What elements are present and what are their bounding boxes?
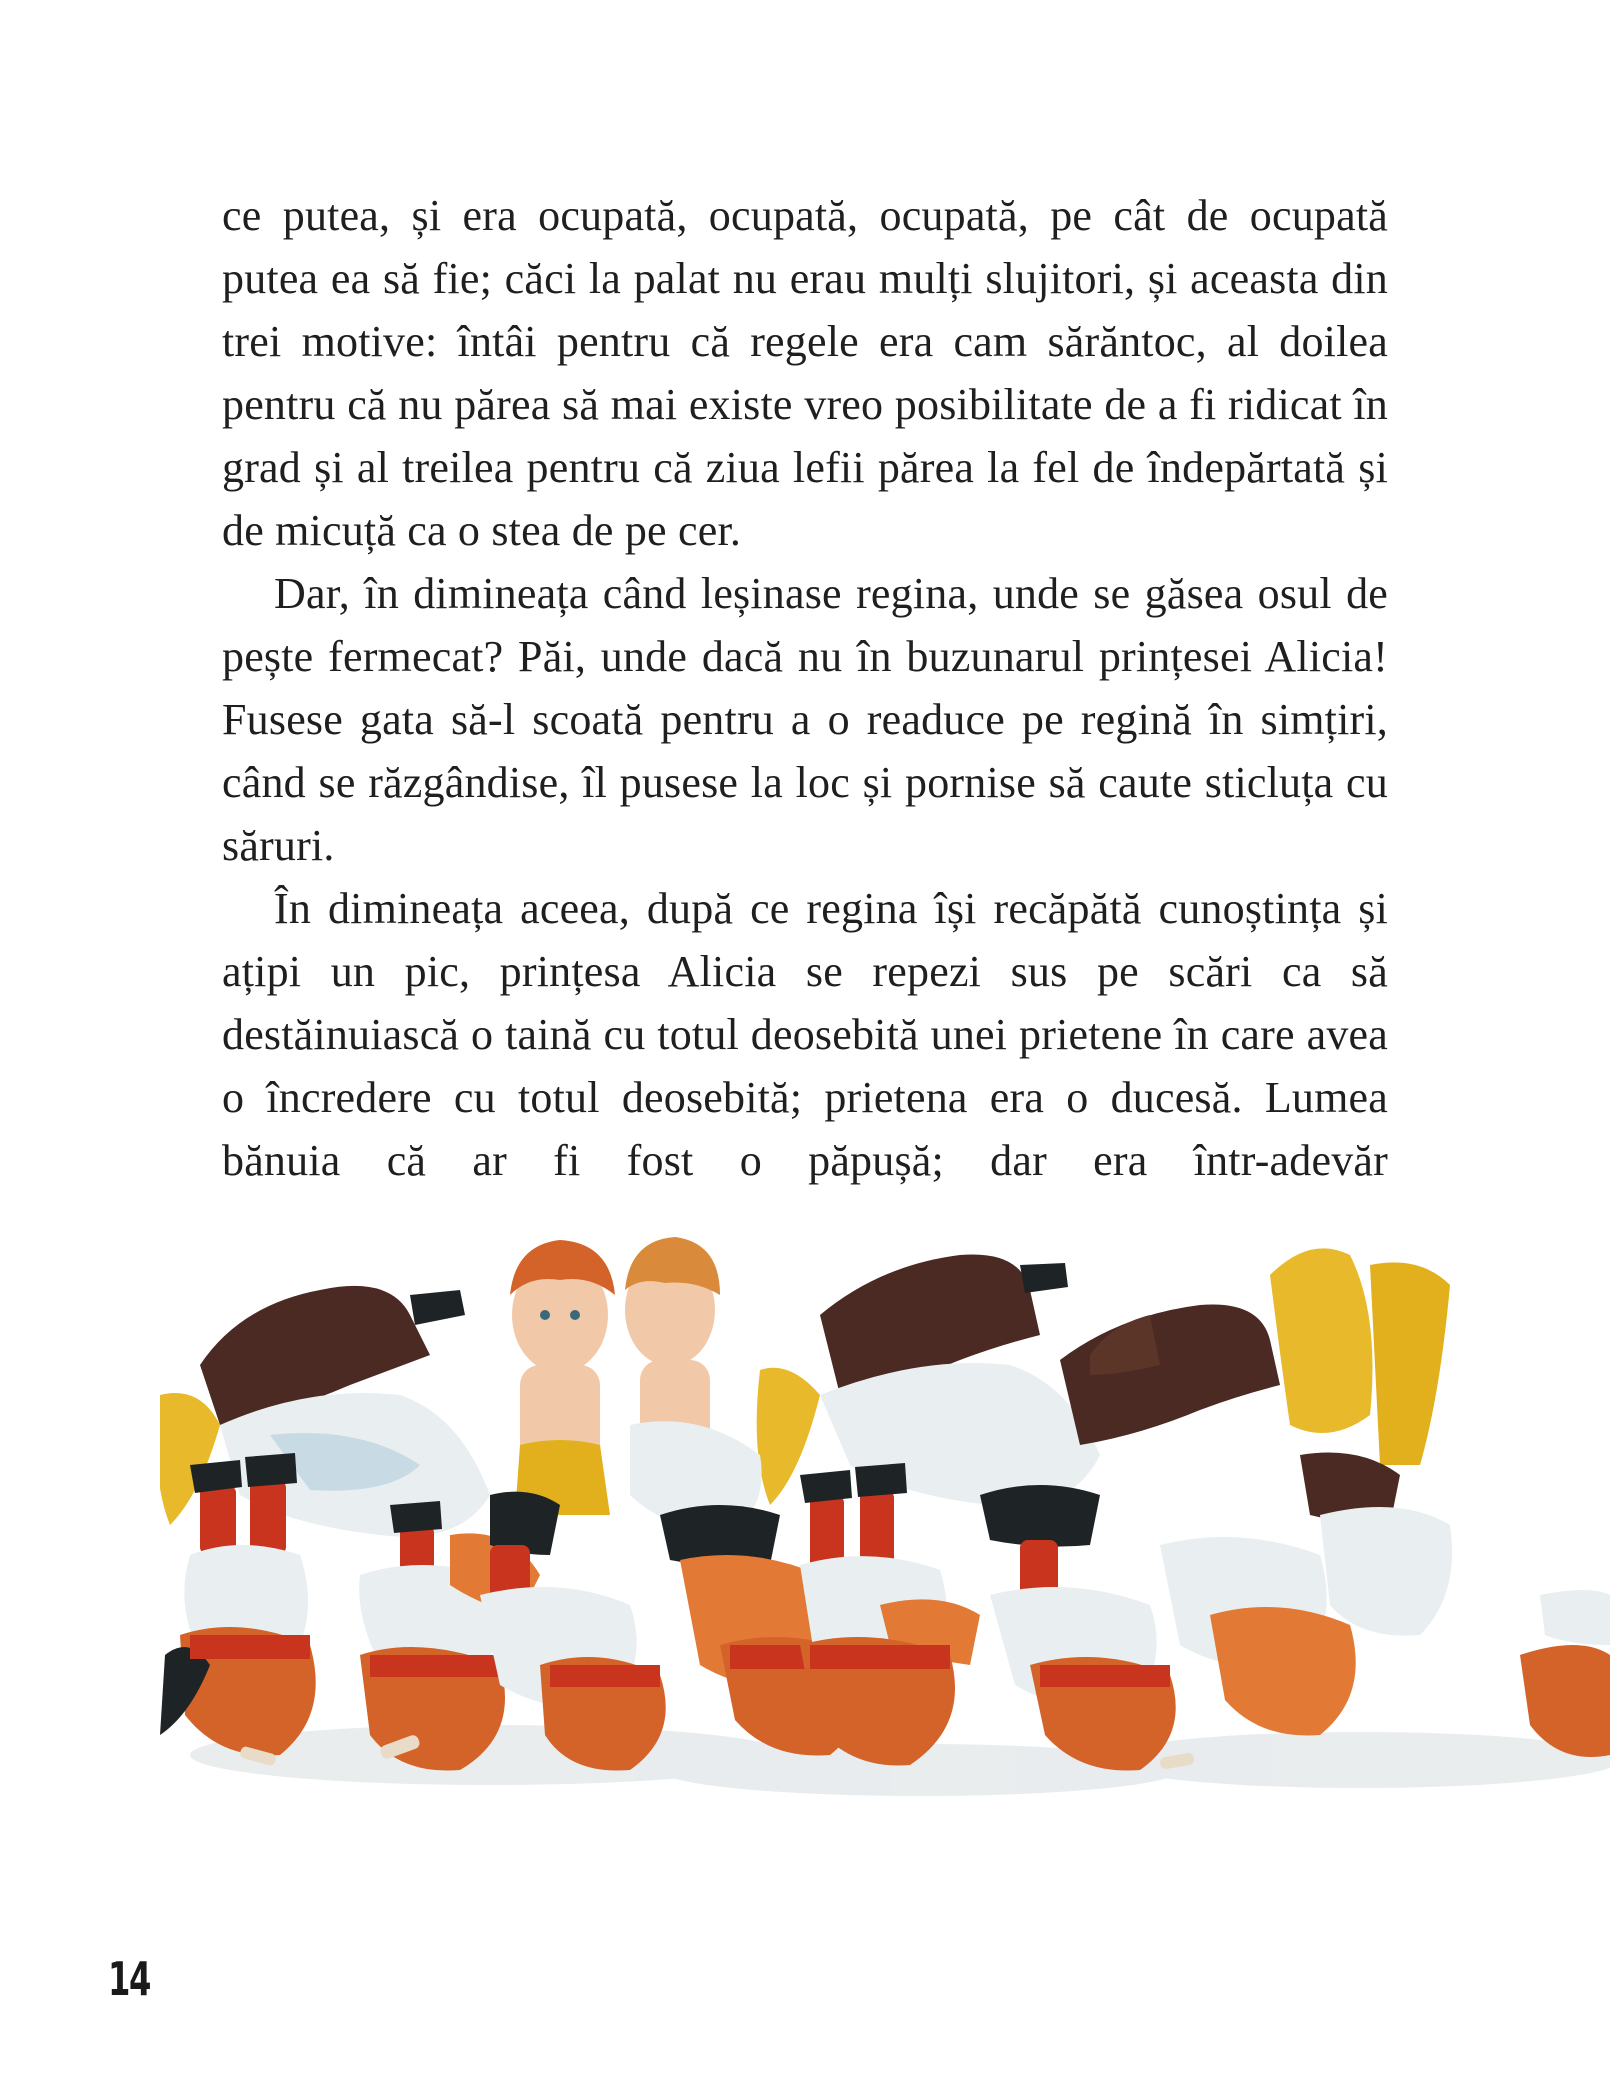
illustration-drawing: [160, 1195, 1610, 1835]
front-row-figure-5: [800, 1463, 980, 1766]
body-text: [222, 184, 1388, 1192]
front-row-figure-8-partial: [1520, 1590, 1610, 1757]
paragraph-1: ce putea, și era ocupată, ocupată, ocupată, pe cât de ocupată putea ea să fie; căci la palat nu erau mulți slujitori, și aceasta din trei motive: întâi pentru că regele era cam sărăntoc, al doilea pentru că nu părea să mai existe vreo posibilitate de a fi ridicat în grad și al treilea pentru că ziua lefii părea la fel de îndepărtată și de micuță ca o stea de pe cer.: [222, 191, 1388, 555]
front-row-figure-6: [980, 1485, 1176, 1771]
back-row-figure-right-2: [1060, 1248, 1450, 1465]
paragraph-3: În dimineața aceea, după ce regina își recăpătă cunoștința și ațipi un pic, prințesa Alicia se repezi sus pe scări ca să destăinuiască o taină cu totul deosebită unei prietene în care avea o încredere cu totul deosebită; prietena era o ducesă. Lumea bănuia că ar fi fost o păpușă; dar era într-adevăr: [222, 884, 1388, 1185]
standing-boy-left: [510, 1240, 615, 1515]
back-row-figure-right-1: [757, 1254, 1100, 1506]
standing-boy-right: [625, 1237, 762, 1535]
illustration-tumbling-children: [160, 1195, 1610, 1835]
page-number: 14: [108, 1952, 151, 2006]
paragraph-2: Dar, în dimineața când leșinase regina, unde se găsea osul de pește fermecat? Păi, unde dacă nu în buzunarul prințesei Alicia! Fusese gata să-l scoată pentru a o readuce pe regină în simțiri, când se răzgândise, îl pusese la loc și pornise să caute sticluța cu săruri.: [222, 569, 1388, 870]
front-row-figure-7: [1160, 1453, 1452, 1736]
